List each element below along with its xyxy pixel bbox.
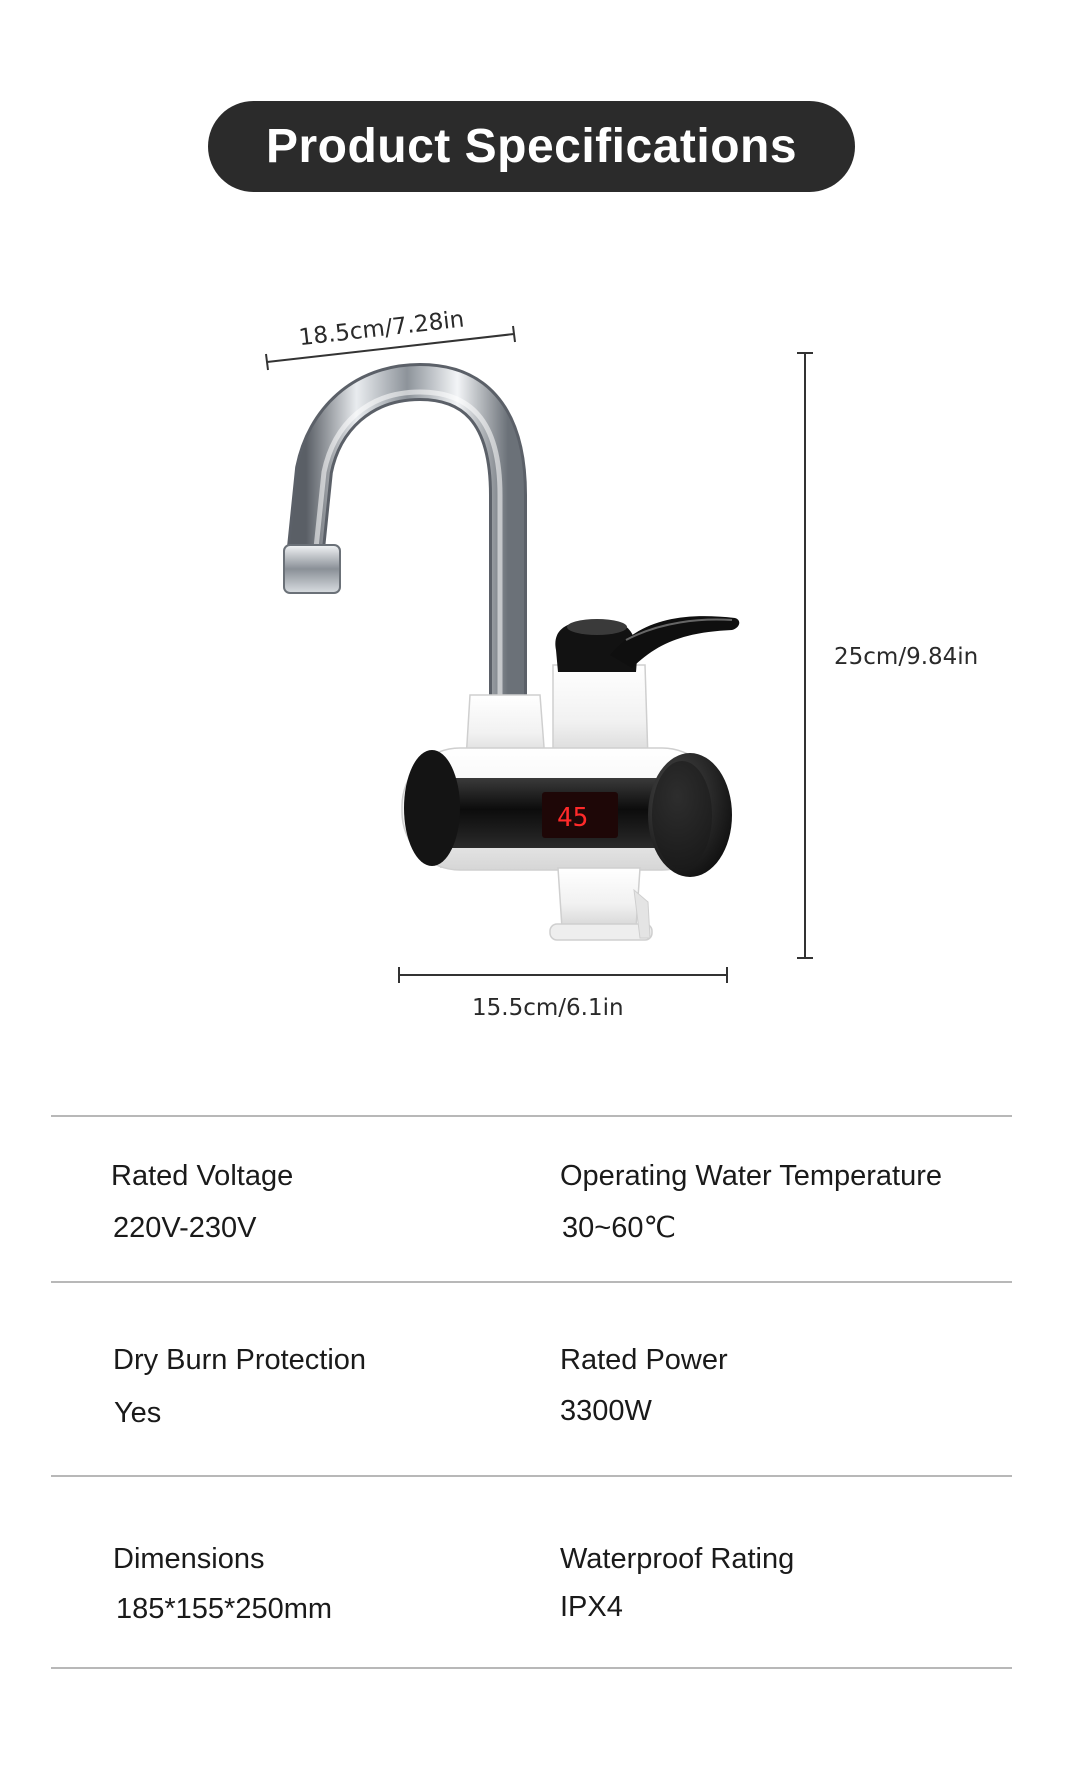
spec-label-operating-water-temperature: Operating Water Temperature — [560, 1160, 943, 1192]
spec-value-rated-power: 3300W — [560, 1395, 652, 1427]
spec-label-dimensions: Dimensions — [113, 1543, 265, 1575]
spec-value-dry-burn-protection: Yes — [114, 1397, 162, 1429]
spec-label-dry-burn-protection: Dry Burn Protection — [113, 1344, 367, 1376]
width-top-label: 18.5cm/7.28in — [297, 306, 466, 352]
spec-divider — [51, 1281, 1012, 1283]
spec-label-waterproof-rating: Waterproof Rating — [560, 1543, 795, 1575]
spec-divider — [51, 1115, 1012, 1117]
faucet-spout — [284, 382, 508, 700]
spec-value-waterproof-rating: IPX4 — [560, 1591, 623, 1623]
spec-value-operating-water-temperature: 30~60℃ — [562, 1212, 677, 1244]
width-bottom-label: 15.5cm/6.1in — [472, 995, 624, 1021]
spec-label-rated-voltage: Rated Voltage — [111, 1160, 294, 1192]
page-title: Product Specifications — [265, 120, 798, 173]
spec-value-dimensions: 185*155*250mm — [116, 1593, 333, 1625]
height-dimension-line — [797, 353, 813, 958]
spec-divider — [51, 1667, 1012, 1669]
handle-column — [553, 616, 739, 760]
spec-divider — [51, 1475, 1012, 1477]
faucet-inlet — [550, 868, 652, 940]
height-label: 25cm/9.84in — [834, 644, 979, 670]
spec-label-rated-power: Rated Power — [560, 1344, 728, 1376]
width-bottom-dimension-line — [399, 967, 727, 983]
spec-value-rated-voltage: 220V-230V — [113, 1212, 257, 1244]
temperature-display: 45 — [557, 803, 589, 833]
